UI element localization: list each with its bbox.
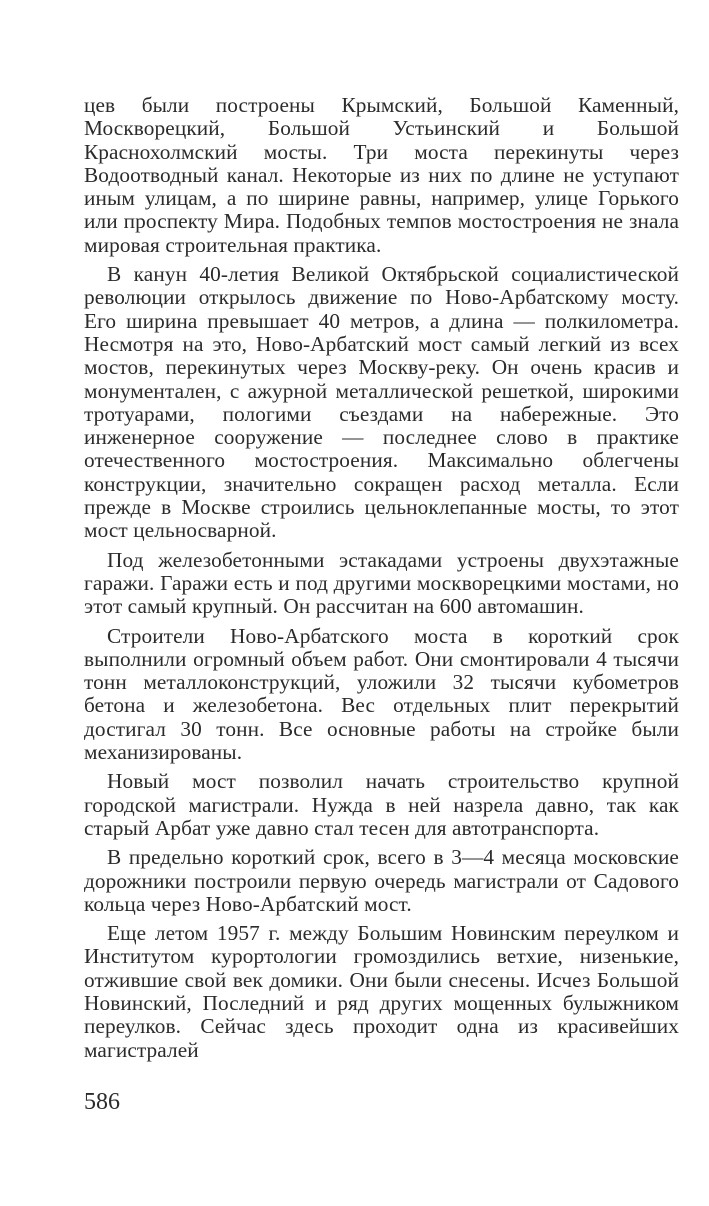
paragraph-builders: Строители Ново-Арбатского моста в короткий срок выполнили огромный объем работ. Они смонтировали 4 тысячи тонн металлоконструкций, уложили 32 тысячи кубометров бетона и железобетона. Вес отдельных плит перекрытий достигал 30 тонн. Все основные работы на стройке были механизированы. xyxy=(84,623,679,765)
paragraph-new-highway: Новый мост позволил начать строительство крупной городской магистрали. Нужда в ней назрела давно, так как старый Арбат уже давно стал тесен для автотранспорта. xyxy=(84,769,679,840)
body-text xyxy=(84,94,679,1068)
paragraph-old-houses: Еще летом 1957 г. между Большим Новинским переулком и Институтом курортологии громоздились ветхие, низенькие, отжившие свой век домики. Они были снесены. Исчез Большой Новинский, Последний и ряд других мощенных булыжником переулков. Сейчас здесь проходит одна из красивейших магистралей xyxy=(84,921,679,1062)
paragraph-novo-arbat-bridge: В канун 40-летия Великой Октябрьской социалистической революции открылось движение по Ново-Арбатскому мосту. Его ширина превышает 40 метров, а длина — полкилометра. Несмотря на это, Ново-Арбатский мост самый легкий из всех мостов, перекинутых через Москву-реку. Он очень красив и монументален, с ажурной металлической решеткой, широкими тротуарами, пологими съездами на набережные. Это инженерное сооружение — последнее слово в практике отечественного мостостроения. Максимально облегчены конструкции, значительно сокращен расход металла. Если прежде в Москве строились цельноклепанные мосты, то этот мост цельносварной. xyxy=(84,262,679,543)
paragraph-continuation: цев были построены Крымский, Большой Каменный, Москворецкий, Большой Устьинский и Большой Краснохолмский мосты. Три моста перекинуты через Водоотводный канал. Некоторые из них по длине не уступают иным улицам, а по ширине равны, например, улице Горького или проспекту Мира. Подобных темпов мостостроения не знала мировая строительная практика. xyxy=(84,93,679,257)
paragraph-road-builders: В предельно короткий срок, всего в 3—4 месяца московские дорожники построили первую очередь магистрали от Садового кольца через Ново-Арбатский мост. xyxy=(84,845,679,916)
paragraph-garages: Под железобетонными эстакадами устроены двухэтажные гаражи. Гаражи есть и под другими москворецкими мостами, но этот самый крупный. Он рассчитан на 600 автомашин. xyxy=(84,547,679,619)
page-number: 586 xyxy=(84,1089,120,1115)
